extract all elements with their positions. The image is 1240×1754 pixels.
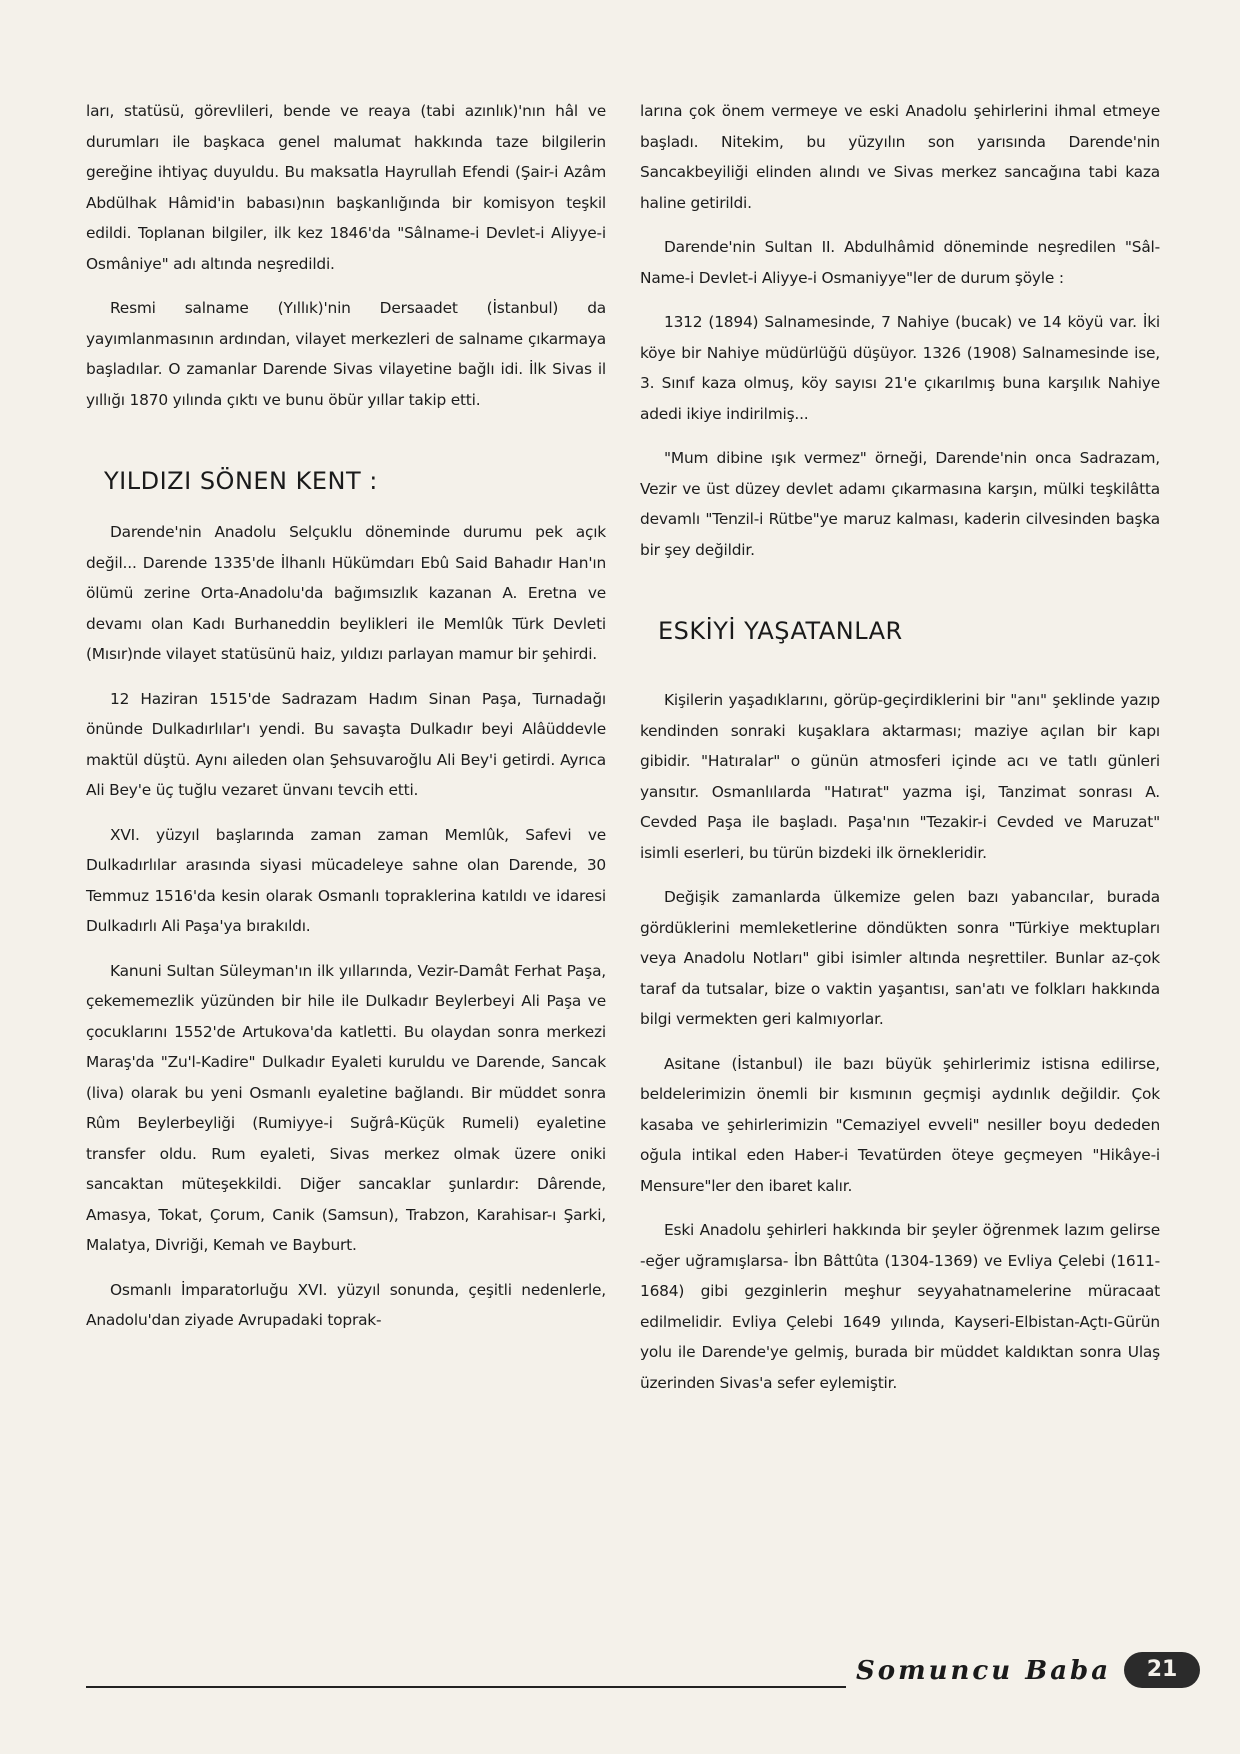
paragraph: Eski Anadolu şehirleri hakkında bir şeyler öğrenmek lazım gelirse -eğer uğramışlarsa- İbn Bâttûta (1304-1369) ve Evliya Çelebi (1611-1684) gibi gezginlerin meşhur seyyahatnamelerine müracaat edilmelidir. Evliya Çelebi 1649 yılında, Kayseri-Elbistan-Açtı-Gürün yolu ile Darende'ye gelmiş, burada bir müddet kaldıktan sonra Ulaş üzerinden Sivas'a sefer eylemiştir. [640, 1221, 1160, 1392]
paragraph: 1312 (1894) Salnamesinde, 7 Nahiye (bucak) ve 14 köyü var. İki köye bir Nahiye müdürlüğü düşüyor. 1326 (1908) Salnamesinde ise, 3. Sınıf kaza olmuş, köy sayısı 21'e çıkarılmış buna karşılık Nahiye adedi ikiye indirilmiş... [640, 313, 1160, 423]
page-number-badge: 21 [1124, 1652, 1200, 1688]
paragraph: 12 Haziran 1515'de Sadrazam Hadım Sinan Paşa, Turnadağı önünde Dulkadırlılar'ı yendi. Bu savaşta Dulkadır beyi Alâüddevle maktül düştü. Aynı aileden olan Şehsuvaroğlu Ali Bey'i getirdi. Ayrıca Ali Bey'e üç tuğlu vezaret ünvanı tevcih etti. [86, 689, 606, 799]
paragraph: Darende'nin Anadolu Selçuklu döneminde durumu pek açık değil... Darende 1335'de İlhanlı Hükümdarı Ebû Said Bahadır Han'ın ölümü zerine Orta-Anadolu'da bağımsızlık kazanan A. Eretna ve devamı olan Kadı Burhaneddin beylikleri ile Memlûk Türk Devleti (Mısır)nde vilayet statüsünü haiz, yıldızı parlayan mamur bir şehirdi. [86, 523, 606, 663]
paragraph: Kişilerin yaşadıklarını, görüp-geçirdiklerini bir "anı" şeklinde yazıp kendinden sonraki kuşaklara aktarması; maziye açılan bir kapı gibidir. "Hatıralar" o günün atmosferi içinde acı ve tatlı günleri yansıtır. Osmanlılarda "Hatırat" yazma işi, Tanzimat sonrası A. Cevded Paşa ile başladı. Paşa'nın "Tezakir-i Cevded ve Maruzat" isimli eserleri, bu türün bizdeki ilk örnekleridir. [640, 691, 1160, 862]
paragraph: Değişik zamanlarda ülkemize gelen bazı yabancılar, burada gördüklerini memleketlerine döndükten sonra "Türkiye mektupları veya Anadolu Notları" gibi isimler altında neşrettiler. Bunlar az-çok taraf da tutsalar, bize o vaktin yaşantısı, san'atı ve folkları hakkında bilgi vermekten geri kalmıyorlar. [640, 888, 1160, 1028]
paragraph: Kanuni Sultan Süleyman'ın ilk yıllarında, Vezir-Damât Ferhat Paşa, çekememezlik yüzünden bir hile ile Dulkadır Beylerbeyi Ali Paşa ve çocuklarını 1552'de Artukova'da katletti. Bu olaydan sonra merkezi Maraş'da "Zu'l-Kadire" Dulkadır Eyaleti kuruldu ve Darende, Sancak (liva) olarak bu yeni Osmanlı eyaletine bağlandı. Bir müddet sonra Rûm Beylerbeyliği (Rumiyye-i Suğrâ-Küçük Rumeli) eyaletine transfer oldu. Rum eyaleti, Sivas merkez olmak üzere oniki sancaktan müteşekkildi. Diğer sancaklar şunlardır: Dârende, Amasya, Tokat, Çorum, Canik (Samsun), Trabzon, Karahisar-ı Şarki, Malatya, Divriği, Kemah ve Bayburt. [86, 961, 606, 1254]
page-footer [86, 1642, 1196, 1702]
section-heading: YILDIZI SÖNEN KENT : [104, 467, 378, 495]
paragraph: Resmi salname (Yıllık)'nin Dersaadet (İstanbul) da yayımlanmasının ardından, vilayet merkezleri de salname çıkarmaya başladılar. O zamanlar Darende Sivas vilayetine bağlı idi. İlk Sivas il yıllığı 1870 yılında çıktı ve bunu öbür yıllar takip etti. [86, 299, 606, 409]
paragraph: "Mum dibine ışık vermez" örneği, Darende'nin onca Sadrazam, Vezir ve üst düzey devlet adamı çıkarmasına karşın, mülki teşkilâtta devamlı "Tenzil-i Rütbe"ye maruz kalması, kaderin cilvesinden başka bir şey değildir. [640, 449, 1160, 559]
paragraph: ları, statüsü, görevlileri, bende ve reaya (tabi azınlık)'nın hâl ve durumları ile başkaca genel malumat hakkında taze bilgilerin gereğine ihtiyaç duyuldu. Bu maksatla Hayrullah Efendi (Şair-i Azâm Abdülhak Hâmid'in babası)nın başkanlığında bir komisyon teşkil edildi. Toplanan bilgiler, ilk kez 1846'da "Sâlname-i Devlet-i Aliyye-i Osmâniye" adı altında neşredildi. [86, 102, 606, 273]
left-column [86, 96, 606, 1350]
paragraph: XVI. yüzyıl başlarında zaman zaman Memlûk, Safevi ve Dulkadırlılar arasında siyasi mücadeleye sahne olan Darende, 30 Temmuz 1516'da kesin olarak Osmanlı topraklerina katıldı ve idaresi Dulkadırlı Ali Paşa'ya bırakıldı. [86, 825, 606, 935]
paragraph: larına çok önem vermeye ve eski Anadolu şehirlerini ihmal etmeye başladı. Nitekim, bu yüzyılın son yarısında Darende'nin Sancakbeyiliği elinden alındı ve Sivas merkez sancağına tabi kaza haline getirildi. [640, 102, 1160, 212]
right-column [640, 96, 1160, 1412]
footer-rule [86, 1686, 846, 1688]
paragraph: Asitane (İstanbul) ile bazı büyük şehirlerimiz istisna edilirse, beldelerimizin önemli bir kısmının geçmişi aydınlık değildir. Çok kasaba ve şehirlerimizin "Cemaziyel evveli" nesiller boyu dededen oğula intikal eden Haber-i Tevatürden öteye geçmeyen "Hikâye-i Mensure"ler den ibaret kalır. [640, 1054, 1160, 1195]
magazine-brand: Somuncu Baba [856, 1656, 1112, 1686]
paragraph: Darende'nin Sultan II. Abdulhâmid döneminde neşredilen "Sâl-Name-i Devlet-i Aliyye-i Osmaniyye"ler de durum şöyle : [640, 238, 1160, 287]
section-heading: ESKİYİ YAŞATANLAR [658, 617, 903, 645]
paragraph: Osmanlı İmparatorluğu XVI. yüzyıl sonunda, çeşitli nedenlerle, Anadolu'dan ziyade Avrupadaki toprak- [86, 1280, 606, 1329]
